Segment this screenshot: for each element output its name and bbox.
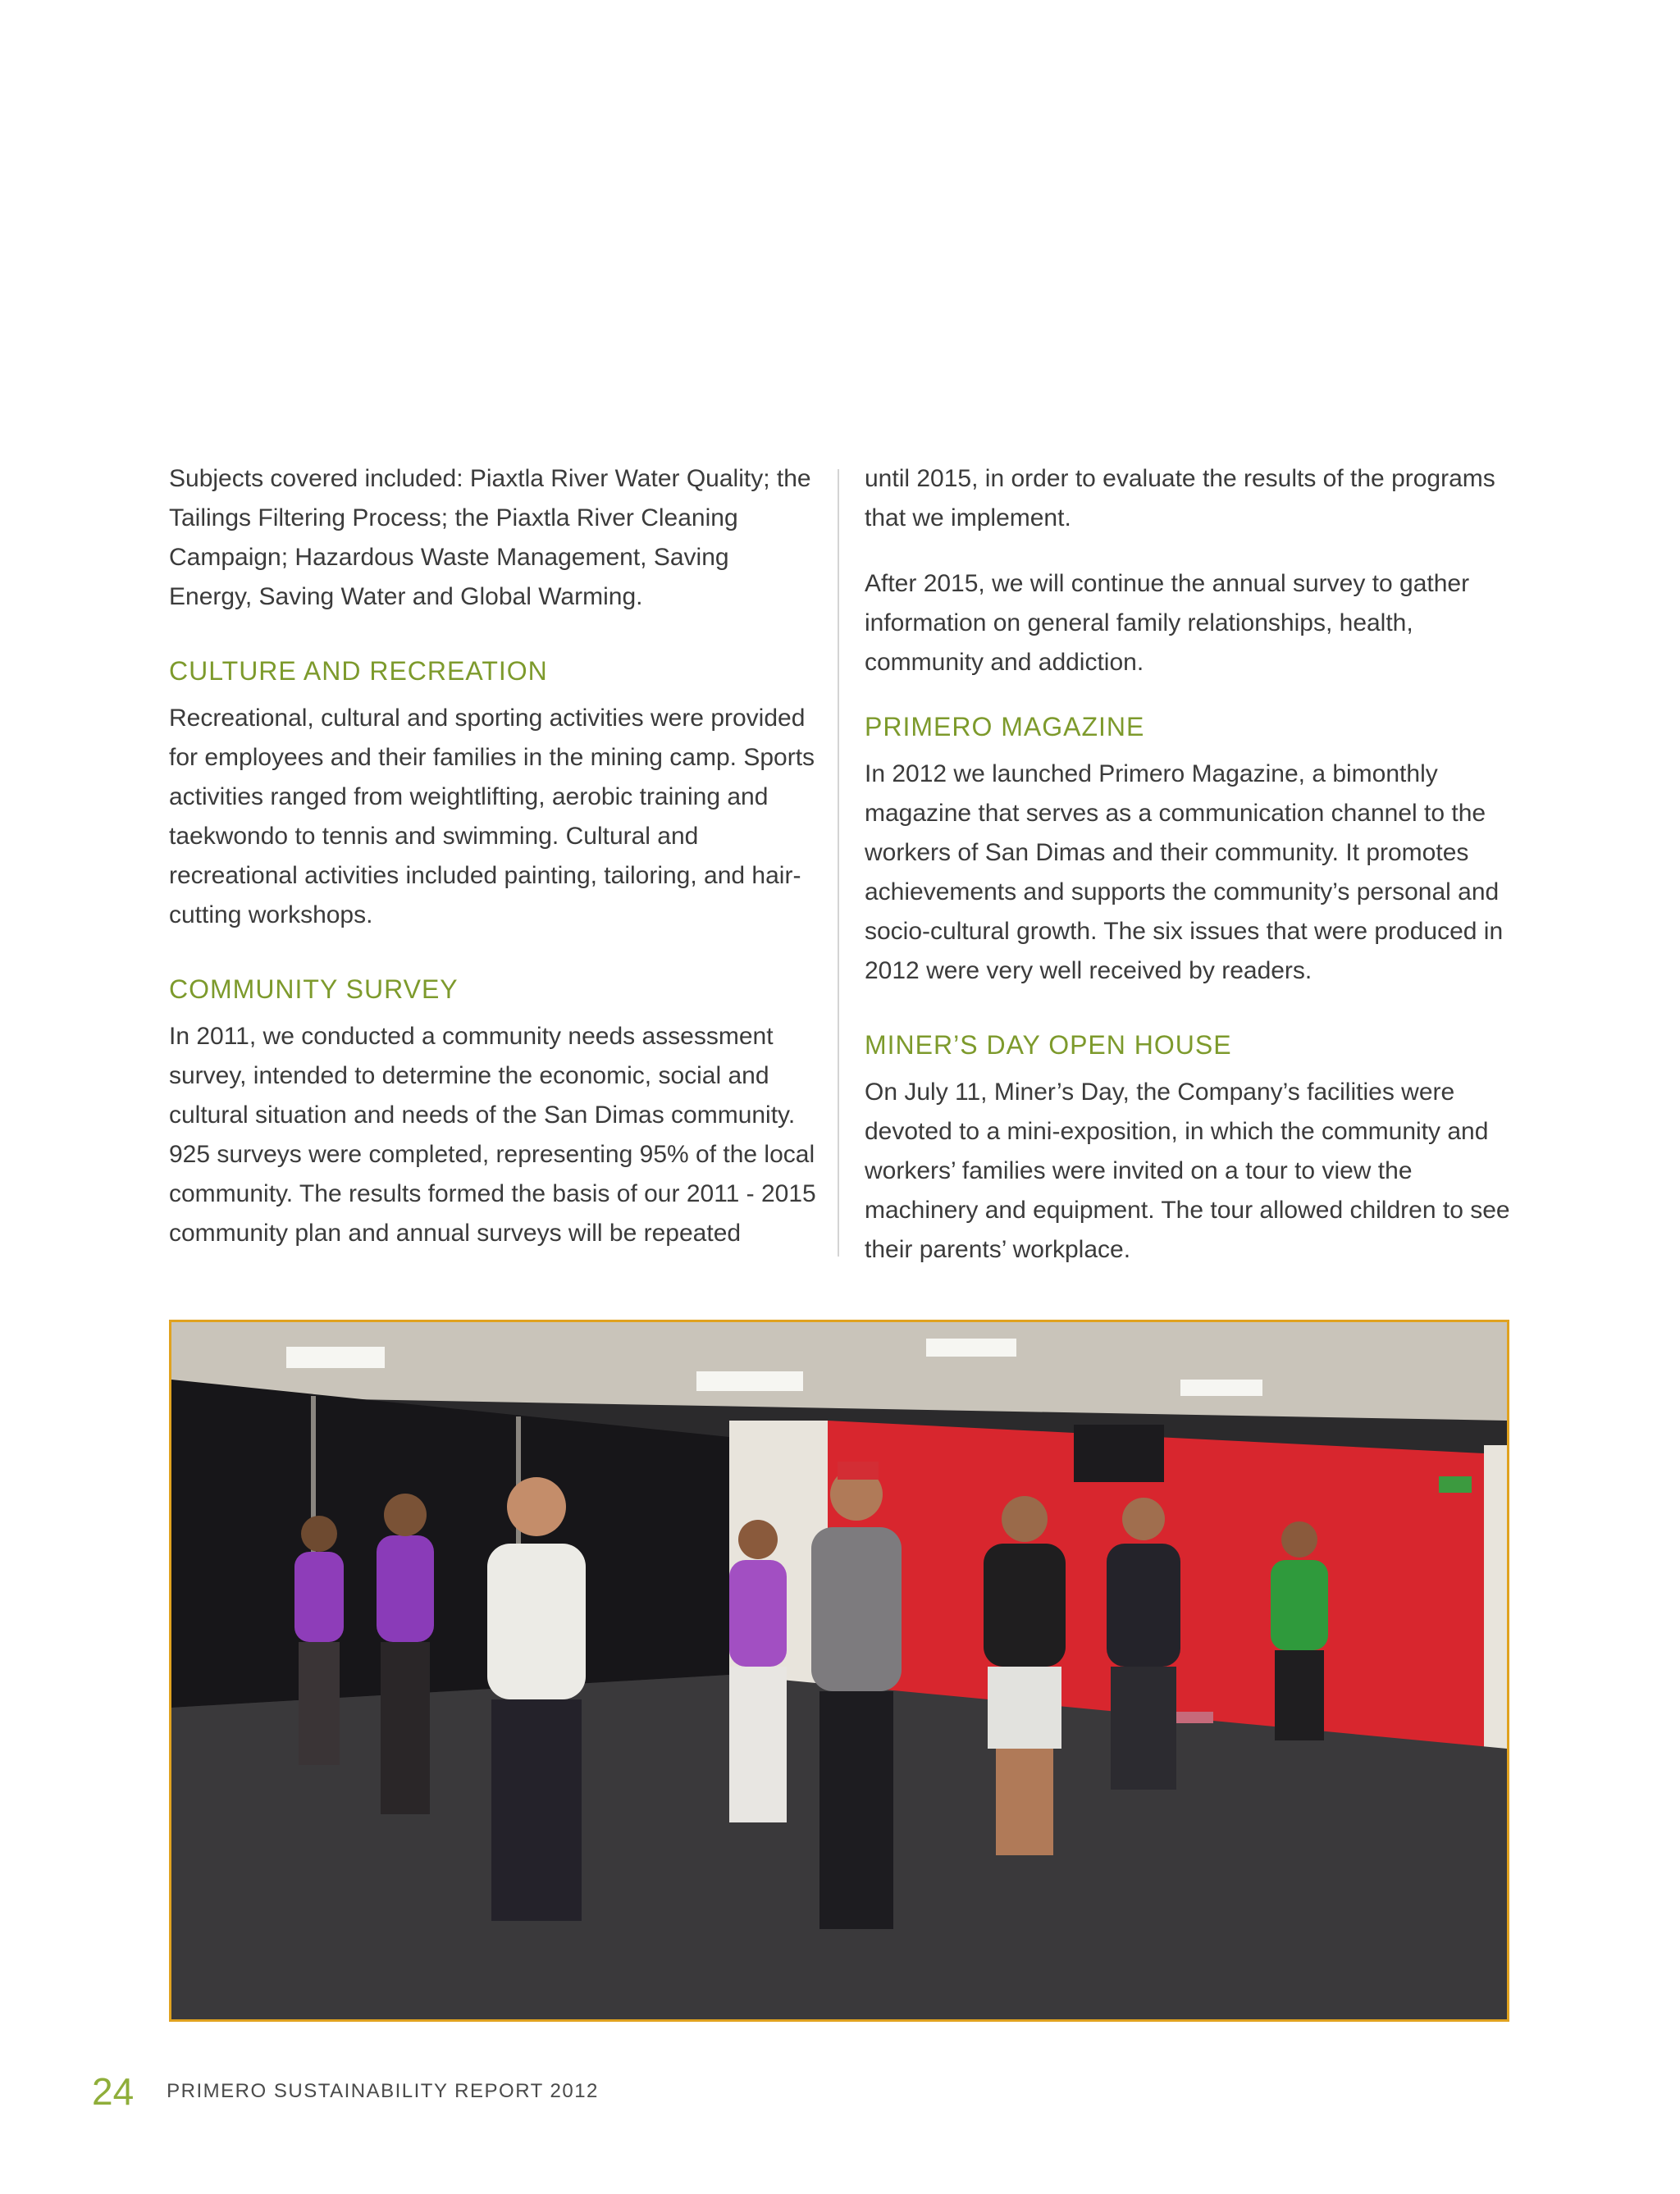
survey-heading: COMMUNITY SURVEY — [169, 974, 459, 1004]
page-number: 24 — [92, 2070, 135, 2113]
exit-sign — [1439, 1476, 1472, 1493]
participant — [811, 1462, 902, 1929]
column-divider — [838, 469, 839, 1257]
survey-after-paragraph: After 2015, we will continue the annual survey to gather information on general family relationships, health, community and addiction. — [865, 570, 1470, 676]
ceiling-light — [1180, 1380, 1262, 1396]
miners-day-heading: MINER’S DAY OPEN HOUSE — [865, 1030, 1232, 1060]
ceiling-light — [286, 1347, 385, 1368]
intro-paragraph: Subjects covered included: Piaxtla River Water Quality; the Tailings Filtering Process; the Piaxtla River Cleaning Campaign; Hazardous Waste Management, Saving Energy, Saving Water and Global Warming. — [169, 465, 811, 610]
fitness-class-illustration — [171, 1322, 1507, 2019]
participant — [729, 1520, 787, 1822]
culture-paragraph: Recreational, cultural and sporting activities were provided for employees and their families in the mining camp. Sports activities ranged from weightlifting, aerobic training and taekwondo to tennis and swimming. Cultural and recreational activities included painting, tailoring, and hair-cutting workshops. — [169, 705, 815, 928]
participant — [377, 1494, 434, 1814]
fitness-class-photo — [169, 1320, 1509, 2022]
survey-continued-paragraph: until 2015, in order to evaluate the results of the programs that we implement. — [865, 465, 1495, 531]
tv-screen — [1074, 1425, 1164, 1482]
magazine-heading: PRIMERO MAGAZINE — [865, 712, 1145, 741]
survey-paragraph: In 2011, we conducted a community needs assessment survey, intended to determine the economic, social and cultural situation and needs of the San Dimas community. 925 surveys were completed, representing 95% of the local community. The results formed the basis of our 2011 - 2015 community plan and annual surveys will be repeated — [169, 1023, 816, 1247]
dark-window — [171, 1380, 729, 1708]
ceiling-light — [696, 1371, 803, 1391]
magazine-paragraph: In 2012 we launched Primero Magazine, a bimonthly magazine that serves as a communication channel to the workers of San Dimas and their community. It promotes achievements and supports the community’s personal and socio-cultural growth. The six issues that were produced in 2012 were very well received by readers. — [865, 760, 1504, 984]
culture-heading: CULTURE AND RECREATION — [169, 656, 548, 686]
miners-day-paragraph: On July 11, Miner’s Day, the Company’s facilities were devoted to a mini-exposition, in which the community and workers’ families were invited on a tour to view the machinery and equipment. The tour allowed children to see their parents’ workplace. — [865, 1079, 1510, 1263]
right-column — [865, 459, 1513, 1296]
text-columns — [169, 459, 1511, 1271]
door-frame — [1484, 1445, 1507, 1757]
participant — [984, 1496, 1066, 1855]
ceiling-light — [926, 1339, 1016, 1357]
page-footer — [92, 2067, 599, 2116]
report-title: PRIMERO SUSTAINABILITY REPORT 2012 — [167, 2080, 599, 2102]
left-column — [169, 459, 817, 1279]
